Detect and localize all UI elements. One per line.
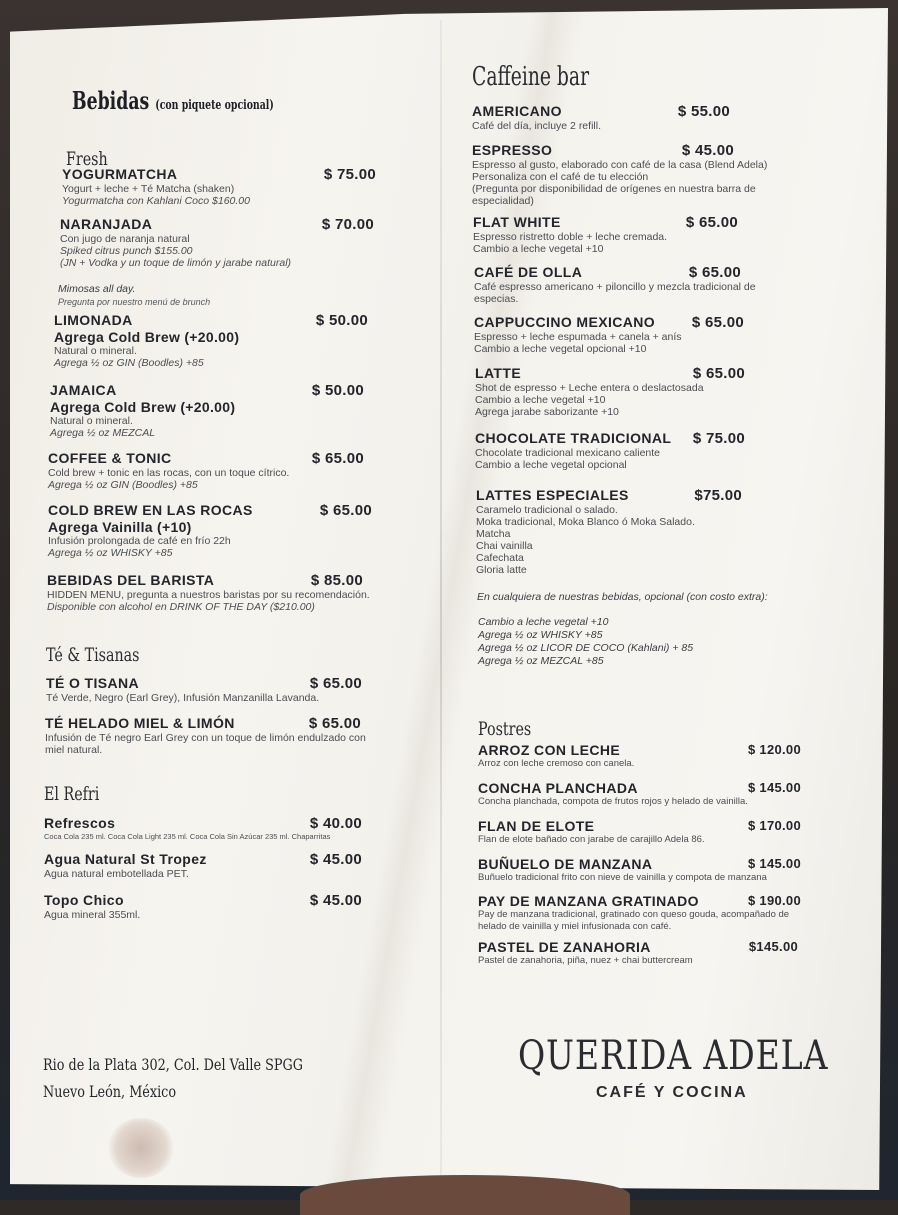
menu-item-lattes-especiales: LATTES ESPECIALES $75.00 Caramelo tradicional o salado. Moka tradicional, Moka Blanco ó Moka Salado. Matcha Chai vainilla Cafechata Gloria latte — [476, 487, 742, 576]
section-fresh: Fresh — [66, 148, 108, 170]
paper-fold — [440, 20, 442, 1180]
menu-item-refrescos: Refrescos $ 40.00 Coca Cola 235 ml. Coca Cola Light 235 ml. Coca Cola Sin Azúcar 235 ml. Chaparritas — [44, 815, 362, 841]
menu-item-cappuccino-mexicano: CAPPUCCINO MEXICANO $ 65.00 Espresso + leche espumada + canela + anís Cambio a leche vegetal opcional +10 — [474, 314, 744, 355]
menu-item-espresso: ESPRESSO $ 45.00 Espresso al gusto, elaborado con café de la casa (Blend Adela) Personaliza con el café de tu elección (Pregunta por disponibilidad de orígenes en nuestra barra de especialidad) — [472, 142, 768, 207]
extras-title: En cualquiera de nuestras bebidas, opcional (con costo extra): — [477, 591, 768, 603]
menu-item-agua-natural: Agua Natural St Tropez $ 45.00 Agua natural embotellada PET. — [44, 851, 362, 880]
section-el-refri: El Refri — [44, 783, 100, 805]
menu-item-pay-de-manzana: PAY DE MANZANA GRATINADO $ 190.00 Pay de manzana tradicional, gratinado con queso gouda, acompañado de helado de vainilla y miel infusionada con café. — [478, 893, 801, 932]
logo-querida-adela: QUERIDA ADELA — [518, 1033, 829, 1079]
menu-item-chocolate-tradicional: CHOCOLATE TRADICIONAL $ 75.00 Chocolate tradicional mexicano caliente Cambio a leche vegetal opcional — [475, 430, 745, 471]
coffee-stain — [108, 1118, 174, 1178]
section-postres: Postres — [478, 718, 532, 740]
menu-item-topo-chico: Topo Chico $ 45.00 Agua mineral 355ml. — [44, 892, 362, 921]
menu-item-arroz-con-leche: ARROZ CON LECHE $ 120.00 Arroz con leche cremoso con canela. — [478, 742, 801, 769]
bebidas-title: Bebidas (con piquete opcional) — [72, 86, 274, 115]
menu-item-coffee-tonic: COFFEE & TONIC $ 65.00 Cold brew + tonic en las rocas, con un toque cítrico. Agrega ½ oz GIN (Boodles) +85 — [48, 450, 364, 491]
menu-item-flan-de-elote: FLAN DE ELOTE $ 170.00 Flan de elote bañado con jarabe de carajillo Adela 86. — [478, 818, 801, 845]
menu-item-flat-white: FLAT WHITE $ 65.00 Espresso ristretto doble + leche cremada. Cambio a leche vegetal +10 — [473, 214, 738, 255]
menu-item-te-helado: TÉ HELADO MIEL & LIMÓN $ 65.00 Infusión de Té negro Earl Grey con un toque de limón endulzado con miel natural. — [45, 715, 366, 756]
hand-photo-edge — [300, 1175, 630, 1215]
menu-item-americano: AMERICANO $ 55.00 Café del día, incluye 2 refill. — [472, 103, 730, 132]
logo-subtitle: CAFÉ Y COCINA — [596, 1084, 748, 1101]
menu-item-pastel-de-zanahoria: PASTEL DE ZANAHORIA $145.00 Pastel de zanahoria, piña, nuez + chai buttercream — [478, 939, 798, 966]
menu-item-naranjada: NARANJADA $ 70.00 Con jugo de naranja natural Spiked citrus punch $155.00 (JN + Vodka y un toque de limón y jarabe natural) — [60, 216, 374, 269]
address: Rio de la Plata 302, Col. Del Valle SPGG Nuevo León, México — [43, 1055, 303, 1101]
extras-list: Cambio a leche vegetal +10 Agrega ½ oz WHISKY +85 Agrega ½ oz LICOR DE COCO (Kahlani) + 85 Agrega ½ oz MEZCAL +85 — [478, 616, 694, 667]
menu-item-bunuelo-de-manzana: BUÑUELO DE MANZANA $ 145.00 Buñuelo tradicional frito con nieve de vainilla y compota de manzana — [478, 856, 801, 883]
mimosas-note: Mimosas all day. Pregunta por nuestro menú de brunch — [58, 283, 211, 307]
menu-item-bebidas-barista: BEBIDAS DEL BARISTA $ 85.00 HIDDEN MENU, pregunta a nuestros baristas por su recomendación. Disponible con alcohol en DRINK OF THE DAY ($210.00) — [47, 572, 370, 613]
menu-item-concha-planchada: CONCHA PLANCHADA $ 145.00 Concha planchada, compota de frutos rojos y helado de vainilla. — [478, 780, 801, 807]
section-caffeine-bar: Caffeine bar — [472, 62, 590, 92]
menu-item-yogurmatcha: YOGURMATCHA $ 75.00 Yogurt + leche + Té Matcha (shaken) Yogurmatcha con Kahlani Coco $160.00 — [62, 166, 376, 207]
menu-item-cafe-de-olla: CAFÉ DE OLLA $ 65.00 Café espresso americano + piloncillo y mezcla tradicional de especias. — [474, 264, 756, 305]
section-te-tisanas: Té & Tisanas — [46, 644, 140, 666]
menu-item-cold-brew-rocas: COLD BREW EN LAS ROCAS $ 65.00 Agrega Vainilla (+10) Infusión prolongada de café en frío 22h Agrega ½ oz WHISKY +85 — [48, 502, 372, 559]
menu-item-limonada: LIMONADA $ 50.00 Agrega Cold Brew (+20.00) Natural o mineral. Agrega ½ oz GIN (Boodles) +85 — [54, 312, 368, 369]
menu-item-latte: LATTE $ 65.00 Shot de espresso + Leche entera o deslactosada Cambio a leche vegetal +10 Agrega jarabe saborizante +10 — [475, 365, 745, 418]
menu-item-te-tisana: TÉ O TISANA $ 65.00 Té Verde, Negro (Earl Grey), Infusión Manzanilla Lavanda. — [46, 675, 362, 704]
menu-item-jamaica: JAMAICA $ 50.00 Agrega Cold Brew (+20.00) Natural o mineral. Agrega ½ oz MEZCAL — [50, 382, 364, 439]
